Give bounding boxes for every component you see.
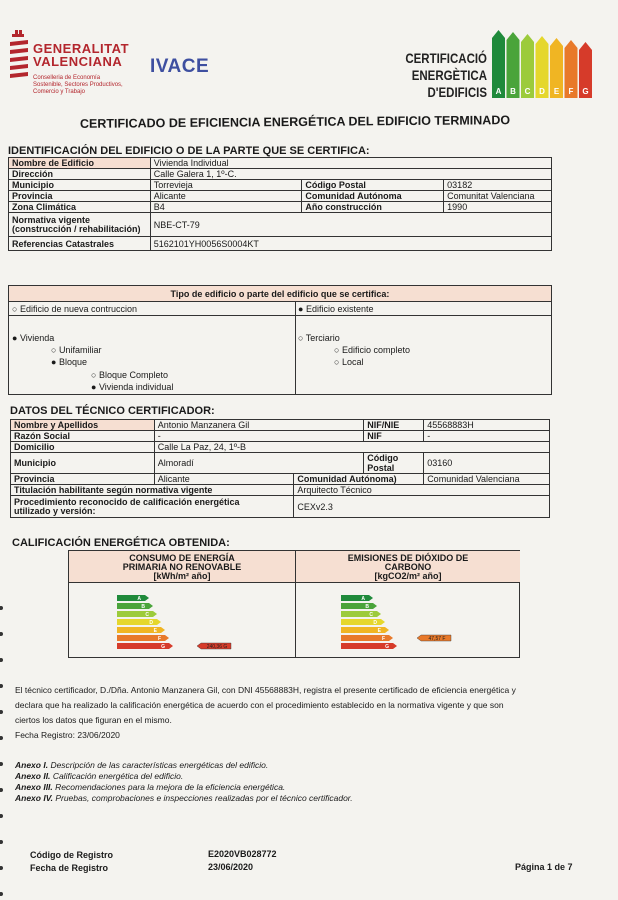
- footer-labels: Código de Registro Fecha de Registro: [30, 850, 113, 873]
- label-tecnico-ca: Comunidad Autónoma): [294, 474, 424, 485]
- label-nif: NIF/NIE: [364, 420, 424, 431]
- value-direccion: Calle Galera 1, 1º-C.: [150, 169, 551, 180]
- option-unifamiliar: ○ Unifamiliar: [51, 345, 102, 355]
- option-vivienda-individual: ● Vivienda individual: [91, 382, 174, 392]
- value-titulacion: Arquitecto Técnico: [294, 485, 550, 496]
- calificacion-divider: [295, 551, 296, 657]
- option-terciario: ○ Terciario: [298, 333, 340, 343]
- calificacion-title: CALIFICACIÓN ENERGÉTICA OBTENIDA:: [12, 537, 230, 549]
- consumo-bar-F: [117, 635, 169, 641]
- label-zona: Zona Climática: [9, 202, 151, 213]
- option-local: ○ Local: [334, 357, 364, 367]
- value-tecnico-provincia: Alicante: [154, 474, 294, 485]
- identificacion-title: IDENTIFICACIÓN DEL EDIFICIO O DE LA PARTE QUE SE CERTIFICA:: [8, 145, 370, 157]
- label-nif2: NIF: [364, 431, 424, 442]
- emisiones-bar-A: [341, 595, 373, 601]
- consumo-letter-F: F: [157, 636, 161, 642]
- consumo-letter-C: C: [145, 612, 149, 618]
- value-anio: 1990: [444, 202, 552, 213]
- tipo-row-construccion: [9, 302, 551, 316]
- value-municipio: Torrevieja: [150, 180, 302, 191]
- codigo-registro: E2020VB028772: [208, 849, 277, 859]
- label-cp: Código Postal: [302, 180, 444, 191]
- emisiones-letter-F: F: [381, 636, 385, 642]
- option-vivienda: ● Vivienda: [12, 333, 55, 343]
- label-tecnico-cp: Código Postal: [364, 453, 424, 474]
- consumo-bar-E: [117, 627, 165, 633]
- emisiones-bar-E: [341, 627, 389, 633]
- generalitat-name: GENERALITAT VALENCIANA: [33, 41, 130, 69]
- calificacion-box: [68, 550, 520, 658]
- consumo-letter-G: G: [161, 644, 165, 650]
- option-existente: ● Edificio existente: [298, 304, 374, 314]
- document-title: CERTIFICADO DE EFICIENCIA ENERGÉTICA DEL EDIFICIO TERMINADO: [79, 113, 511, 131]
- anexo-item: Anexo IV. Pruebas, comprobaciones e inspecciones realizadas por el técnico certificador.: [15, 793, 353, 803]
- fecha-registro: 23/06/2020: [208, 862, 254, 872]
- option-bloque-completo: ○ Bloque Completo: [91, 370, 168, 380]
- value-nif2: -: [424, 431, 550, 442]
- value-procedimiento: CEXv2.3: [294, 496, 550, 518]
- consumo-letter-B: B: [141, 604, 145, 610]
- certificacio-logo-text: CERTIFICACIÓ ENERGÈTICA D'EDIFICIS: [405, 50, 487, 100]
- anexo-item: Anexo III. Recomendaciones para la mejora de la eficiencia energética.: [15, 782, 286, 792]
- label-titulacion: Titulación habilitante según normativa vigente: [11, 485, 294, 496]
- identificacion-table: [8, 157, 552, 251]
- binder-holes-icon: [0, 600, 4, 900]
- consumo-header: CONSUMO DE ENERGÍA PRIMARIA NO RENOVABLE [kWh/m² año]: [69, 551, 295, 583]
- label-ref: Referencias Catastrales: [9, 237, 151, 251]
- label-nombre: Nombre de Edificio: [9, 158, 151, 169]
- consumo-energy-scale: [117, 593, 247, 653]
- tipo-edificio-box: [8, 285, 552, 395]
- emisiones-letter-A: A: [361, 596, 365, 602]
- label-tecnico-municipio: Municipio: [11, 453, 155, 474]
- declaracion-text: El técnico certificador, D./Dña. Antonio Manzanera Gil, con DNI 45568883H, registra el presente certificado de eficiencia energética y declara que ha realizado la calificación energética de acuerdo con el procedimiento establecido en la normativa vigente y que son ciertos los datos que figuran en el mismo. Fecha Registro: 23/06/2020: [15, 685, 516, 740]
- emisiones-letter-E: E: [377, 628, 381, 634]
- label-razon: Razón Social: [11, 431, 155, 442]
- consumo-letter-D: D: [149, 620, 153, 626]
- logo-letter-D: D: [539, 87, 545, 96]
- consumo-letter-E: E: [153, 628, 157, 634]
- value-ref: 5162101YH0056S0004KT: [150, 237, 551, 251]
- tecnico-title: DATOS DEL TÉCNICO CERTIFICADOR:: [10, 405, 215, 417]
- consumo-letter-A: A: [137, 596, 141, 602]
- emisiones-bar-F: [341, 635, 393, 641]
- ivace-logo: IVACE: [150, 56, 210, 77]
- emisiones-bar-C: [341, 611, 381, 617]
- emisiones-letter-D: D: [373, 620, 377, 626]
- label-direccion: Dirección: [9, 169, 151, 180]
- label-domicilio: Domicilio: [11, 442, 155, 453]
- label-procedimiento: Procedimiento reconocido de calificación energética utilizado y versión:: [11, 496, 294, 518]
- value-razon: -: [154, 431, 364, 442]
- emisiones-letter-B: B: [365, 604, 369, 610]
- emisiones-letter-G: G: [385, 644, 389, 650]
- value-zona: B4: [150, 202, 302, 213]
- logo-letter-F: F: [568, 87, 574, 96]
- consumo-bar-A: [117, 595, 149, 601]
- label-municipio: Municipio: [9, 180, 151, 191]
- consumo-bar-B: [117, 603, 153, 609]
- label-tecnico-provincia: Provincia: [11, 474, 155, 485]
- logo-letter-C: C: [524, 87, 531, 96]
- anexo-item: Anexo I. Descripción de las características energéticas del edificio.: [15, 760, 269, 770]
- label-ca: Comunidad Autónoma: [302, 191, 444, 202]
- consumo-rating-value: 240,36 G: [206, 644, 228, 650]
- tecnico-table: [10, 419, 550, 518]
- label-anio: Año construcción: [302, 202, 444, 213]
- value-tecnico-ca: Comunidad Valenciana: [424, 474, 550, 485]
- page-number: Página 1 de 7: [515, 862, 573, 872]
- value-nif: 45568883H: [424, 420, 550, 431]
- option-edificio-completo: ○ Edificio completo: [334, 345, 410, 355]
- emisiones-energy-scale: [341, 593, 471, 653]
- generalitat-logo-icon: [8, 30, 32, 82]
- emisiones-bar-D: [341, 619, 385, 625]
- label-tecnico-nombre: Nombre y Apellidos: [11, 420, 155, 431]
- logo-letter-B: B: [510, 87, 516, 96]
- label-provincia: Provincia: [9, 191, 151, 202]
- anexo-item: Anexo II. Calificación energética del edificio.: [15, 771, 184, 781]
- option-bloque: ● Bloque: [51, 357, 87, 367]
- conselleria-name: Conselleria de Economía Sostenible, Sectores Productivos, Comercio y Trabajo: [33, 75, 123, 95]
- value-tecnico-municipio: Almoradí: [154, 453, 364, 474]
- value-normativa: NBE-CT-79: [150, 213, 551, 237]
- consumo-bar-D: [117, 619, 161, 625]
- label-normativa: Normativa vigente (construcción / rehabilitación): [9, 213, 151, 237]
- emisiones-letter-C: C: [369, 612, 373, 618]
- logo-letter-E: E: [553, 87, 560, 96]
- value-ca: Comunitat Valenciana: [444, 191, 552, 202]
- value-cp: 03182: [444, 180, 552, 191]
- value-tecnico-nombre: Antonio Manzanera Gil: [154, 420, 364, 431]
- tipo-divider: [295, 302, 296, 395]
- anexos-list: [15, 760, 353, 804]
- logo-letter-G: G: [582, 87, 589, 96]
- value-provincia: Alicante: [150, 191, 302, 202]
- emisiones-header: EMISIONES DE DIÓXIDO DE CARBONO [kgCO2/m² año]: [296, 551, 520, 583]
- footer-values: [208, 848, 277, 874]
- option-nueva: ○ Edificio de nueva contruccion: [12, 304, 138, 314]
- emisiones-rating-value: 47,57 F: [428, 636, 446, 642]
- value-nombre: Vivienda Individual: [150, 158, 551, 169]
- tipo-edificio-header: Tipo de edificio o parte del edificio que se certifica:: [9, 286, 551, 302]
- energy-label-logo-icon: [490, 24, 595, 100]
- value-domicilio: Calle La Paz, 24, 1º-B: [154, 442, 549, 453]
- logo-letter-A: A: [495, 87, 502, 96]
- consumo-bar-C: [117, 611, 157, 617]
- emisiones-bar-B: [341, 603, 377, 609]
- value-tecnico-cp: 03160: [424, 453, 550, 474]
